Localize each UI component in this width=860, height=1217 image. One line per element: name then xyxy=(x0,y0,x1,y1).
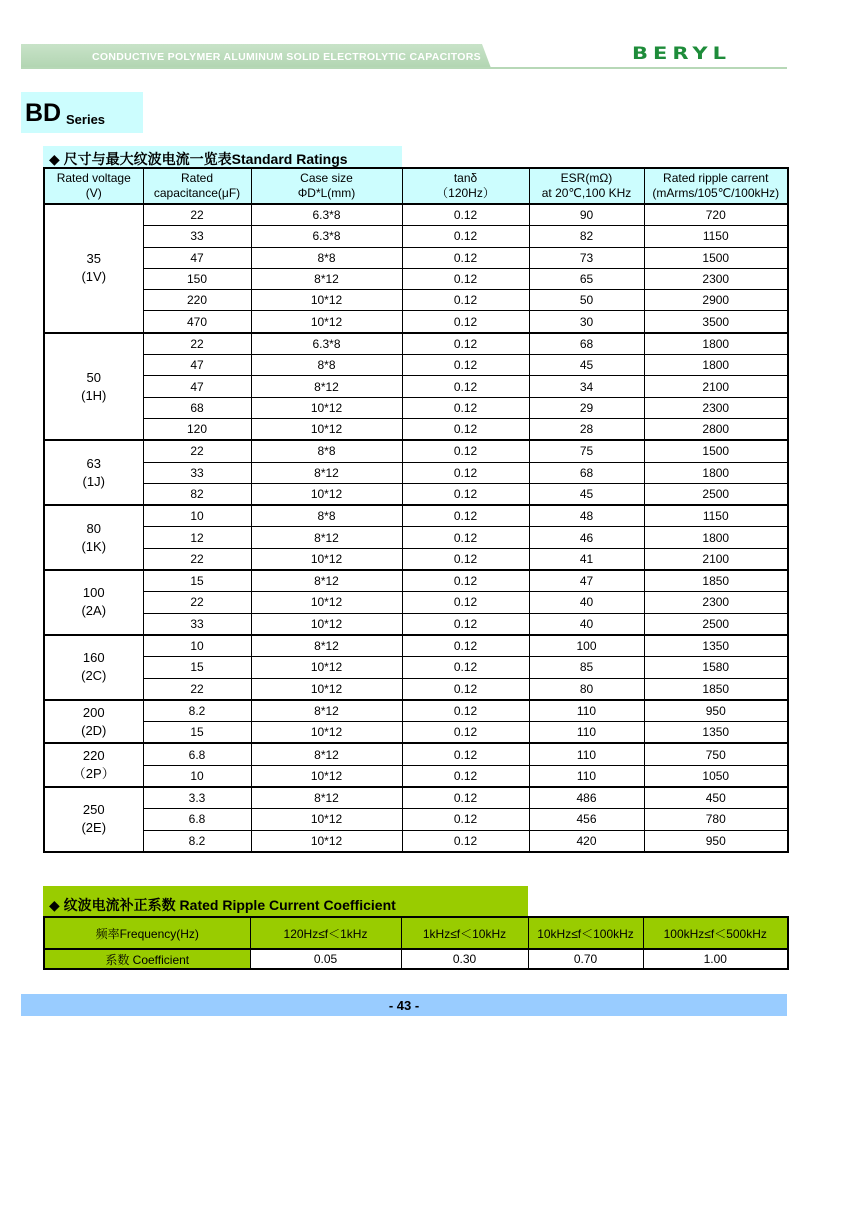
ripple-current-cell: 1150 xyxy=(644,226,788,247)
ripple-current-cell: 2500 xyxy=(644,483,788,505)
esr-cell: 45 xyxy=(529,355,644,376)
esr-cell: 456 xyxy=(529,809,644,830)
capacitance-cell: 8.2 xyxy=(143,830,251,852)
ripple-current-cell: 2300 xyxy=(644,397,788,418)
capacitance-cell: 22 xyxy=(143,440,251,462)
table-row xyxy=(44,268,788,289)
esr-cell: 65 xyxy=(529,268,644,289)
header-ripple-current: Rated ripple carrent (mArms/105℃/100kHz) xyxy=(644,168,788,204)
tan-delta-cell: 0.12 xyxy=(402,570,529,592)
tan-delta-cell: 0.12 xyxy=(402,397,529,418)
ratings-body xyxy=(44,204,788,852)
coefficient-value: 0.70 xyxy=(528,949,643,969)
capacitance-cell: 10 xyxy=(143,505,251,527)
esr-cell: 100 xyxy=(529,635,644,657)
ripple-current-cell: 1500 xyxy=(644,247,788,268)
ripple-current-cell: 1800 xyxy=(644,462,788,483)
capacitance-cell: 15 xyxy=(143,722,251,744)
tan-delta-cell: 0.12 xyxy=(402,765,529,787)
ripple-current-cell: 780 xyxy=(644,809,788,830)
voltage-cell: 220 （2P） xyxy=(44,743,143,787)
table-row xyxy=(44,787,788,809)
tan-delta-cell: 0.12 xyxy=(402,290,529,311)
tan-delta-cell: 0.12 xyxy=(402,355,529,376)
ripple-current-cell: 1050 xyxy=(644,765,788,787)
tan-delta-cell: 0.12 xyxy=(402,548,529,570)
tan-delta-cell: 0.12 xyxy=(402,657,529,678)
esr-cell: 82 xyxy=(529,226,644,247)
voltage-cell: 35 (1V) xyxy=(44,204,143,333)
ripple-current-cell: 2100 xyxy=(644,548,788,570)
coefficient-value: 0.30 xyxy=(401,949,528,969)
table-row xyxy=(44,678,788,700)
ripple-current-cell: 750 xyxy=(644,743,788,765)
tan-delta-cell: 0.12 xyxy=(402,700,529,722)
esr-cell: 47 xyxy=(529,570,644,592)
tan-delta-cell: 0.12 xyxy=(402,678,529,700)
esr-cell: 486 xyxy=(529,787,644,809)
ratings-heading: ◆ 尺寸与最大纹波电流一览表Standard Ratings xyxy=(49,151,348,167)
table-row xyxy=(44,592,788,613)
voltage-cell: 80 (1K) xyxy=(44,505,143,570)
esr-cell: 110 xyxy=(529,700,644,722)
table-row xyxy=(44,204,788,226)
case-size-cell: 10*12 xyxy=(251,765,402,787)
ripple-current-cell: 1850 xyxy=(644,678,788,700)
capacitance-cell: 68 xyxy=(143,397,251,418)
table-row xyxy=(44,700,788,722)
brand-logo: BERYL xyxy=(632,44,731,64)
table-row xyxy=(44,462,788,483)
table-row xyxy=(44,570,788,592)
tan-delta-cell: 0.12 xyxy=(402,440,529,462)
table-row xyxy=(44,483,788,505)
capacitance-cell: 33 xyxy=(143,462,251,483)
frequency-range: 10kHz≤f＜100kHz xyxy=(528,917,643,949)
case-size-cell: 8*12 xyxy=(251,268,402,289)
ripple-current-cell: 1850 xyxy=(644,570,788,592)
table-row xyxy=(44,743,788,765)
esr-cell: 75 xyxy=(529,440,644,462)
case-size-cell: 10*12 xyxy=(251,809,402,830)
tan-delta-cell: 0.12 xyxy=(402,333,529,355)
frequency-range: 100kHz≤f＜500kHz xyxy=(643,917,788,949)
esr-cell: 46 xyxy=(529,527,644,548)
coefficient-row xyxy=(44,949,788,969)
voltage-cell: 100 (2A) xyxy=(44,570,143,635)
header-title: CONDUCTIVE POLYMER ALUMINUM SOLID ELECTROLYTIC CAPACITORS xyxy=(92,51,481,63)
table-row xyxy=(44,722,788,744)
table-row xyxy=(44,355,788,376)
ripple-current-cell: 1800 xyxy=(644,527,788,548)
page-number: - 43 - xyxy=(388,998,420,1013)
tan-delta-cell: 0.12 xyxy=(402,527,529,548)
esr-cell: 34 xyxy=(529,376,644,397)
esr-cell: 40 xyxy=(529,592,644,613)
table-row xyxy=(44,376,788,397)
tan-delta-cell: 0.12 xyxy=(402,505,529,527)
tan-delta-cell: 0.12 xyxy=(402,311,529,333)
esr-cell: 30 xyxy=(529,311,644,333)
ripple-current-cell: 950 xyxy=(644,700,788,722)
capacitance-cell: 82 xyxy=(143,483,251,505)
capacitance-cell: 33 xyxy=(143,613,251,635)
tan-delta-cell: 0.12 xyxy=(402,743,529,765)
esr-cell: 110 xyxy=(529,765,644,787)
case-size-cell: 6.3*8 xyxy=(251,226,402,247)
ripple-current-cell: 2800 xyxy=(644,418,788,440)
esr-cell: 73 xyxy=(529,247,644,268)
table-row xyxy=(44,311,788,333)
frequency-range: 1kHz≤f＜10kHz xyxy=(401,917,528,949)
esr-cell: 110 xyxy=(529,743,644,765)
ripple-current-cell: 2900 xyxy=(644,290,788,311)
coefficient-heading-box xyxy=(43,886,528,917)
voltage-cell: 50 (1H) xyxy=(44,333,143,440)
capacitance-cell: 6.8 xyxy=(143,743,251,765)
page-footer xyxy=(21,994,787,1016)
table-row xyxy=(44,548,788,570)
tan-delta-cell: 0.12 xyxy=(402,204,529,226)
capacitance-cell: 10 xyxy=(143,635,251,657)
case-size-cell: 8*12 xyxy=(251,743,402,765)
case-size-cell: 10*12 xyxy=(251,830,402,852)
frequency-label: 频率Frequency(Hz) xyxy=(44,917,250,949)
ripple-current-cell: 950 xyxy=(644,830,788,852)
capacitance-cell: 6.8 xyxy=(143,809,251,830)
capacitance-cell: 47 xyxy=(143,355,251,376)
tan-delta-cell: 0.12 xyxy=(402,787,529,809)
capacitance-cell: 220 xyxy=(143,290,251,311)
coefficient-label: 系数 Coefficient xyxy=(44,949,250,969)
esr-cell: 85 xyxy=(529,657,644,678)
tan-delta-cell: 0.12 xyxy=(402,722,529,744)
table-row xyxy=(44,505,788,527)
esr-cell: 68 xyxy=(529,333,644,355)
case-size-cell: 6.3*8 xyxy=(251,333,402,355)
ratings-heading-box xyxy=(43,146,402,168)
case-size-cell: 8*12 xyxy=(251,635,402,657)
series-code: BD xyxy=(25,99,62,127)
ripple-current-cell: 2300 xyxy=(644,268,788,289)
case-size-cell: 8*12 xyxy=(251,570,402,592)
table-row xyxy=(44,333,788,355)
frequency-row xyxy=(44,917,788,949)
table-row xyxy=(44,657,788,678)
header-capacitance: Rated capacitance(μF) xyxy=(143,168,251,204)
coefficient-heading: ◆ 纹波电流补正系数 Rated Ripple Current Coefficient xyxy=(49,897,396,913)
case-size-cell: 8*8 xyxy=(251,505,402,527)
ripple-current-cell: 450 xyxy=(644,787,788,809)
esr-cell: 45 xyxy=(529,483,644,505)
capacitance-cell: 8.2 xyxy=(143,700,251,722)
case-size-cell: 8*12 xyxy=(251,527,402,548)
coefficient-value: 1.00 xyxy=(643,949,788,969)
case-size-cell: 8*12 xyxy=(251,787,402,809)
capacitance-cell: 150 xyxy=(143,268,251,289)
ripple-current-cell: 1150 xyxy=(644,505,788,527)
table-row xyxy=(44,635,788,657)
header-case-size: Case size ΦD*L(mm) xyxy=(251,168,402,204)
capacitance-cell: 22 xyxy=(143,548,251,570)
tan-delta-cell: 0.12 xyxy=(402,483,529,505)
esr-cell: 48 xyxy=(529,505,644,527)
esr-cell: 90 xyxy=(529,204,644,226)
esr-cell: 41 xyxy=(529,548,644,570)
esr-cell: 50 xyxy=(529,290,644,311)
ripple-current-cell: 3500 xyxy=(644,311,788,333)
capacitance-cell: 470 xyxy=(143,311,251,333)
table-row xyxy=(44,418,788,440)
table-row xyxy=(44,397,788,418)
case-size-cell: 10*12 xyxy=(251,548,402,570)
capacitance-cell: 22 xyxy=(143,204,251,226)
case-size-cell: 8*8 xyxy=(251,247,402,268)
table-row xyxy=(44,830,788,852)
tan-delta-cell: 0.12 xyxy=(402,462,529,483)
tan-delta-cell: 0.12 xyxy=(402,809,529,830)
capacitance-cell: 22 xyxy=(143,678,251,700)
capacitance-cell: 10 xyxy=(143,765,251,787)
ripple-current-cell: 2500 xyxy=(644,613,788,635)
esr-cell: 68 xyxy=(529,462,644,483)
esr-cell: 110 xyxy=(529,722,644,744)
capacitance-cell: 22 xyxy=(143,592,251,613)
case-size-cell: 8*12 xyxy=(251,376,402,397)
case-size-cell: 8*12 xyxy=(251,700,402,722)
case-size-cell: 6.3*8 xyxy=(251,204,402,226)
case-size-cell: 8*8 xyxy=(251,440,402,462)
ripple-current-cell: 1350 xyxy=(644,722,788,744)
capacitance-cell: 47 xyxy=(143,376,251,397)
case-size-cell: 10*12 xyxy=(251,678,402,700)
case-size-cell: 8*12 xyxy=(251,462,402,483)
table-row xyxy=(44,765,788,787)
table-row xyxy=(44,440,788,462)
tan-delta-cell: 0.12 xyxy=(402,247,529,268)
ripple-current-cell: 2300 xyxy=(644,592,788,613)
capacitance-cell: 33 xyxy=(143,226,251,247)
voltage-cell: 63 (1J) xyxy=(44,440,143,505)
case-size-cell: 10*12 xyxy=(251,311,402,333)
case-size-cell: 10*12 xyxy=(251,613,402,635)
coefficient-value: 0.05 xyxy=(250,949,401,969)
tan-delta-cell: 0.12 xyxy=(402,376,529,397)
esr-cell: 28 xyxy=(529,418,644,440)
ratings-table xyxy=(43,167,789,853)
table-row xyxy=(44,809,788,830)
tan-delta-cell: 0.12 xyxy=(402,592,529,613)
header-tan-delta: tanδ （120Hz） xyxy=(402,168,529,204)
case-size-cell: 10*12 xyxy=(251,592,402,613)
table-row xyxy=(44,226,788,247)
ripple-current-cell: 1580 xyxy=(644,657,788,678)
voltage-cell: 250 (2E) xyxy=(44,787,143,852)
table-row xyxy=(44,613,788,635)
case-size-cell: 10*12 xyxy=(251,483,402,505)
frequency-range: 120Hz≤f＜1kHz xyxy=(250,917,401,949)
case-size-cell: 10*12 xyxy=(251,418,402,440)
table-row xyxy=(44,247,788,268)
ripple-current-cell: 1500 xyxy=(644,440,788,462)
tan-delta-cell: 0.12 xyxy=(402,830,529,852)
capacitance-cell: 3.3 xyxy=(143,787,251,809)
header-divider xyxy=(21,67,787,69)
voltage-cell: 160 (2C) xyxy=(44,635,143,700)
tan-delta-cell: 0.12 xyxy=(402,268,529,289)
case-size-cell: 10*12 xyxy=(251,657,402,678)
voltage-cell: 200 (2D) xyxy=(44,700,143,744)
esr-cell: 420 xyxy=(529,830,644,852)
table-row xyxy=(44,527,788,548)
esr-cell: 80 xyxy=(529,678,644,700)
capacitance-cell: 15 xyxy=(143,657,251,678)
ratings-header-row xyxy=(44,168,788,204)
tan-delta-cell: 0.12 xyxy=(402,613,529,635)
capacitance-cell: 22 xyxy=(143,333,251,355)
coefficient-table xyxy=(43,916,789,970)
capacitance-cell: 47 xyxy=(143,247,251,268)
ripple-current-cell: 1800 xyxy=(644,333,788,355)
ripple-current-cell: 1800 xyxy=(644,355,788,376)
ripple-current-cell: 2100 xyxy=(644,376,788,397)
table-row xyxy=(44,290,788,311)
ripple-current-cell: 720 xyxy=(644,204,788,226)
header-voltage: Rated voltage (V) xyxy=(44,168,143,204)
esr-cell: 29 xyxy=(529,397,644,418)
series-suffix: Series xyxy=(66,112,106,127)
capacitance-cell: 15 xyxy=(143,570,251,592)
case-size-cell: 10*12 xyxy=(251,397,402,418)
case-size-cell: 10*12 xyxy=(251,290,402,311)
tan-delta-cell: 0.12 xyxy=(402,418,529,440)
tan-delta-cell: 0.12 xyxy=(402,635,529,657)
series-label xyxy=(21,92,143,133)
case-size-cell: 10*12 xyxy=(251,722,402,744)
case-size-cell: 8*8 xyxy=(251,355,402,376)
tan-delta-cell: 0.12 xyxy=(402,226,529,247)
header-esr: ESR(mΩ) at 20℃,100 KHz xyxy=(529,168,644,204)
capacitance-cell: 120 xyxy=(143,418,251,440)
ripple-current-cell: 1350 xyxy=(644,635,788,657)
esr-cell: 40 xyxy=(529,613,644,635)
capacitance-cell: 12 xyxy=(143,527,251,548)
